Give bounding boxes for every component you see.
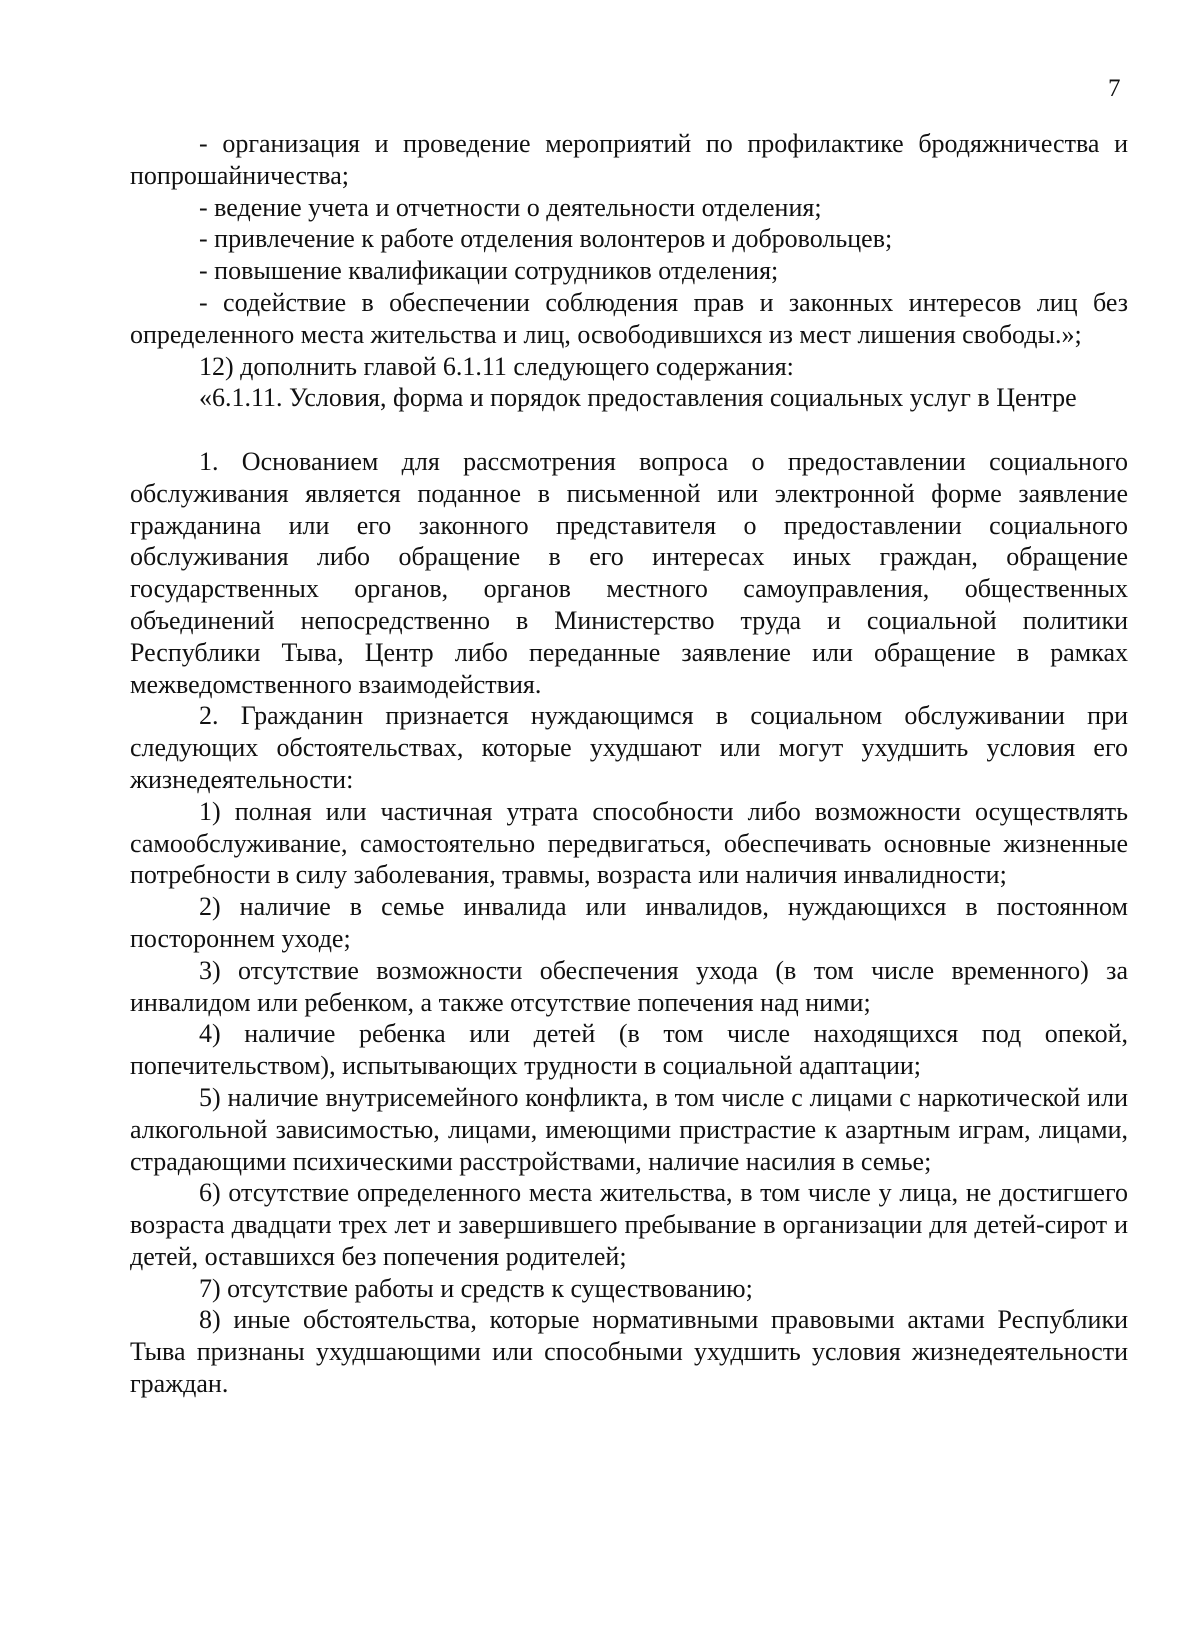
paragraph-item-12: 12) дополнить главой 6.1.11 следующего содержания:	[199, 351, 794, 381]
paragraph-point-2: 2. Гражданин признается нуждающимся в социальном обслуживании при следующих обстоятельствах, которые ухудшают или могут ухудшить условия его жизнедеятельности:	[130, 701, 1128, 794]
paragraph-prevention-events: - организация и проведение мероприятий по профилактике бродяжничества и попрошайничества;	[130, 129, 1128, 190]
list-item-4: 4) наличие ребенка или детей (в том числе находящихся под опекой, попечительством), испытывающих трудности в социальной адаптации;	[130, 1019, 1128, 1081]
paragraph-point-1: 1. Основанием для рассмотрения вопроса о предоставлении социального обслуживания является поданное в письменной или электронной форме заявление гражданина или его законного представителя о предоставлении социального обслуживания либо обращение в его интересах иных граждан, обращение государственных органов, органов местного самоуправления, общественных объединений непосредственно в Министерство труда и социальной политики Республики Тыва, Центр либо переданные заявление или обращение в рамках межведомственного взаимодействия.	[130, 446, 1128, 699]
paragraph-rights-assistance: - содействие в обеспечении соблюдения прав и законных интересов лиц без определенного места жительства и лиц, освободившихся из мест лишения свободы.»;	[130, 287, 1128, 349]
page-number: 7	[1108, 75, 1121, 102]
list-item-1: 1) полная или частичная утрата способности либо возможности осуществлять самообслуживание, самостоятельно передвигаться, обеспечивать основные жизненные потребности в силу заболевания, травмы, возраста или наличия инвалидности;	[130, 796, 1128, 890]
blank-line	[130, 414, 1128, 446]
paragraph-accounting: - ведение учета и отчетности о деятельности отделения;	[199, 192, 822, 222]
paragraph-qualification: - повышение квалификации сотрудников отделения;	[199, 256, 779, 286]
section-heading-6-1-11: «6.1.11. Условия, форма и порядок предоставления социальных услуг в Центре	[199, 383, 1077, 413]
list-item-6: 6) отсутствие определенного места жительства, в том числе у лица, не достигшего возраста двадцати трех лет и завершившего пребывание в организации для детей-сирот и детей, оставшихся без попечения родителей;	[130, 1178, 1128, 1271]
list-item-7: 7) отсутствие работы и средств к существованию;	[199, 1273, 753, 1303]
document-body	[130, 128, 1128, 1400]
list-item-8: 8) иные обстоятельства, которые нормативными правовыми актами Республики Тыва признаны ухудшающими или способными ухудшить условия жизнедеятельности граждан.	[130, 1305, 1128, 1399]
list-item-3: 3) отсутствие возможности обеспечения ухода (в том числе временного) за инвалидом или ребенком, а также отсутствие попечения над ними;	[130, 955, 1128, 1017]
paragraph-volunteers: - привлечение к работе отделения волонтеров и добровольцев;	[199, 224, 893, 254]
list-item-5: 5) наличие внутрисемейного конфликта, в том числе с лицами с наркотической или алкогольной зависимостью, лицами, имеющими пристрастие к азартным играм, лицами, страдающими психическими расстройствами, наличие насилия в семье;	[130, 1082, 1128, 1176]
list-item-2: 2) наличие в семье инвалида или инвалидов, нуждающихся в постоянном постороннем уходе;	[130, 892, 1128, 953]
